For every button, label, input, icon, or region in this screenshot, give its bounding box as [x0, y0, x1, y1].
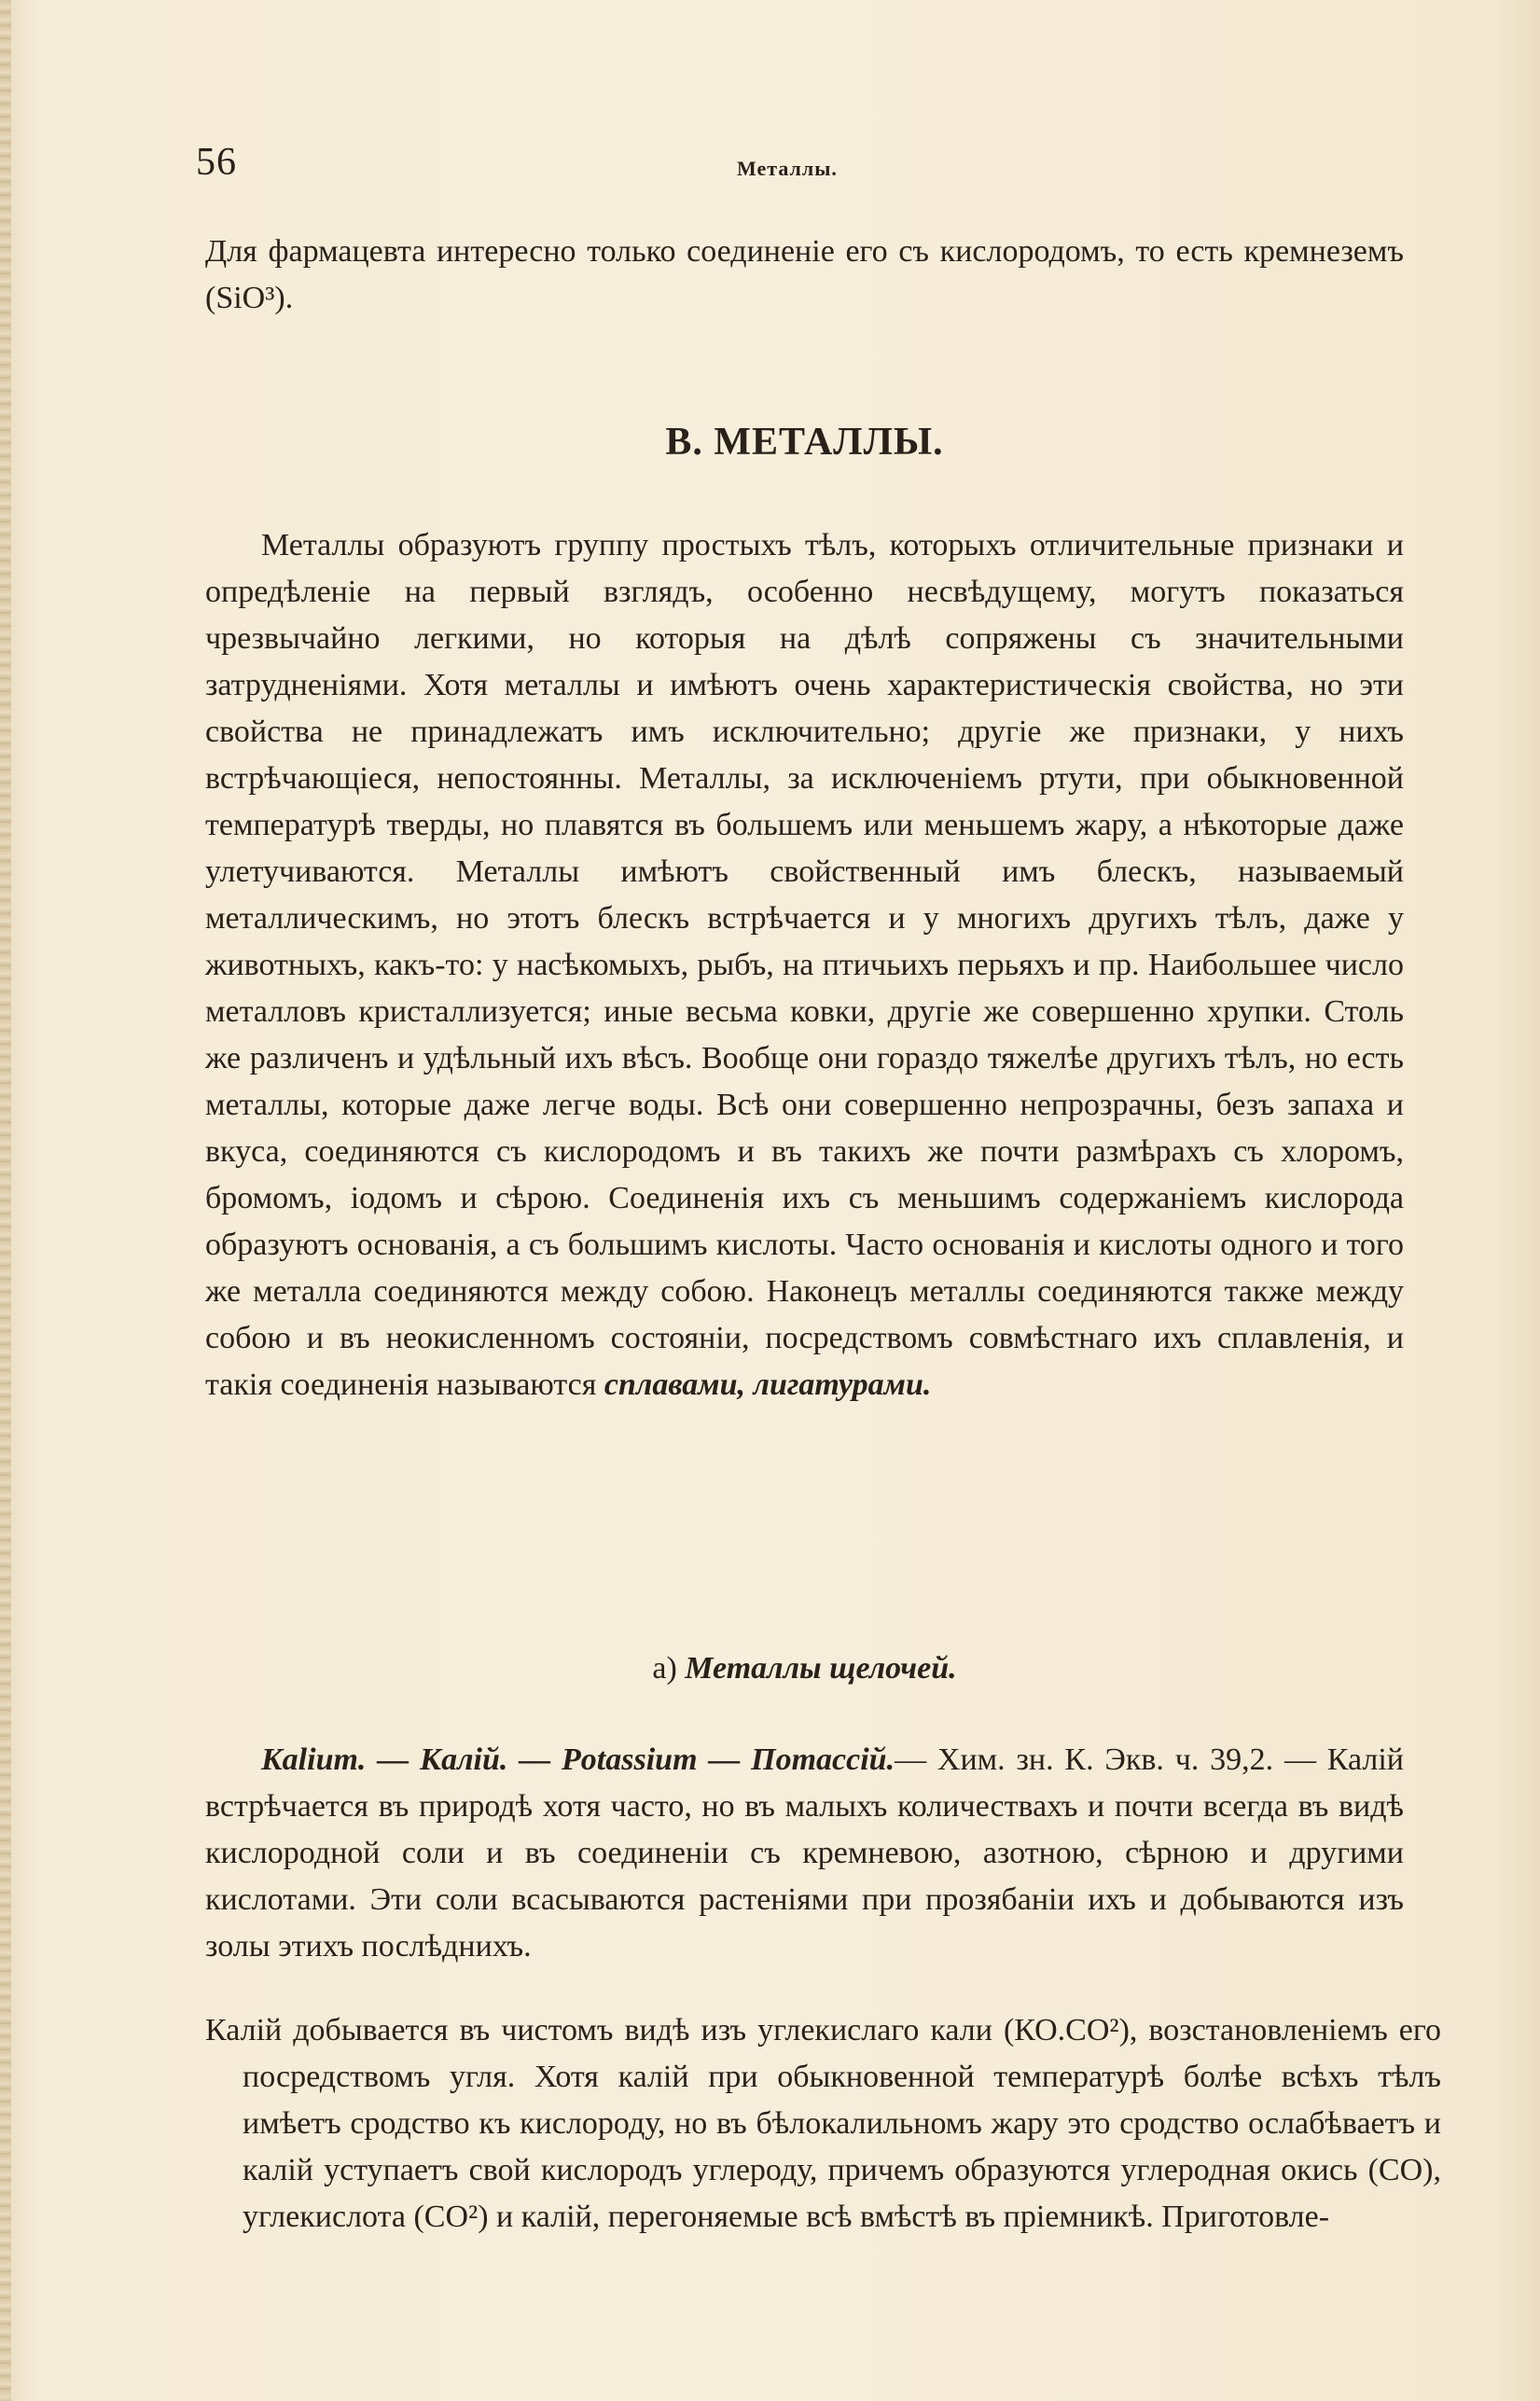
kalium-paragraph [205, 1737, 1404, 1970]
metals-paragraph-text: Металлы образуютъ группу простыхъ тѣлъ, которыхъ отличительные признаки и опредѣленіе на первый взглядъ, особенно несвѣдущему, могутъ показаться чрезвычайно легкими, но которыя на дѣлѣ сопряжены съ значительными затрудненіями. Хотя металлы и имѣютъ очень характеристическія свойства, но эти свойства не принадлежатъ имъ исключительно; другіе же признаки, у нихъ встрѣчающіеся, непостоянны. Металлы, за исключеніемъ ртути, при обыкновенной температурѣ тверды, но плавятся въ большемъ или меньшемъ жару, а нѣкоторые даже улетучиваются. Металлы имѣютъ свойственный имъ блескъ, называемый металлическимъ, но этотъ блескъ встрѣчается и у многихъ другихъ тѣлъ, даже у животныхъ, какъ-то: у насѣкомыхъ, рыбъ, на птичьихъ перьяхъ и пр. Наибольшее число металловъ кристаллизуется; иные весьма ковки, другіе же совершенно хрупки. Столь же различенъ и удѣльный ихъ вѣсъ. Вообще они гораздо тяжелѣе другихъ тѣлъ, но есть металлы, которые даже легче воды. Всѣ они совершенно непрозрачны, безъ запаха и вкуса, соединяются съ кислородомъ и въ такихъ же почти размѣрахъ съ хлоромъ, бромомъ, іодомъ и сѣрою. Соединенія ихъ съ меньшимъ содержаніемъ кислорода образуютъ основанія, а съ большимъ кислоты. Часто основанія и кислоты одного и того же металла соединяются между собою. Наконецъ металлы соединяются также между собою и въ неокисленномъ состояніи, посредствомъ совмѣстнаго ихъ сплавленія, и такія соединенія называются [205, 528, 1404, 1402]
subsection-title: Металлы щелочей. [685, 1651, 957, 1686]
page-edge [0, 0, 11, 2401]
intro-paragraph: Для фармацевта интересно только соединеніе его съ кислородомъ, то есть кремнеземъ (SiO³). [205, 234, 1404, 315]
running-head: Металлы. [737, 157, 838, 180]
subsection-prefix: а) [652, 1651, 677, 1686]
page-number: 56 [196, 141, 237, 184]
preparation-paragraph: Калій добывается въ чистомъ видѣ изъ углекислаго кали (КО.СО²), возстановленіемъ его посредствомъ угля. Хотя калій при обыкновенной температурѣ болѣе всѣхъ тѣлъ имѣетъ сродство къ кислороду, но въ бѣлокалильномъ жару это сродство ослабѣваетъ и калій уступаетъ свой кислородъ углероду, причемъ образуются углеродная окись (СО), углекислота (СО²) и калій, перегоняемые всѣ вмѣстѣ въ пріемникѣ. Приготовле- [205, 2013, 1441, 2234]
subsection-heading [205, 1651, 1404, 1686]
metals-paragraph-italic: сплавами, лигатурами. [604, 1367, 932, 1402]
section-title: В. МЕТАЛЛЫ. [665, 421, 944, 464]
metals-paragraph [205, 522, 1404, 1409]
kalium-text: — Хим. зн. К. Экв. ч. 39,2. — Калій встрѣчается въ природѣ хотя часто, но въ малыхъ количествахъ и почти всегда въ видѣ кислородной соли и въ соединеніи съ кремневою, азотною, сѣрною и другими кислотами. Эти соли всасываются растеніями при прозябаніи ихъ и добываются изъ золы этихъ послѣднихъ. [205, 1742, 1404, 1964]
page-header [196, 140, 1408, 187]
kalium-lead: Kalium. — Калій. — Potassium — Потассій. [261, 1742, 895, 1777]
